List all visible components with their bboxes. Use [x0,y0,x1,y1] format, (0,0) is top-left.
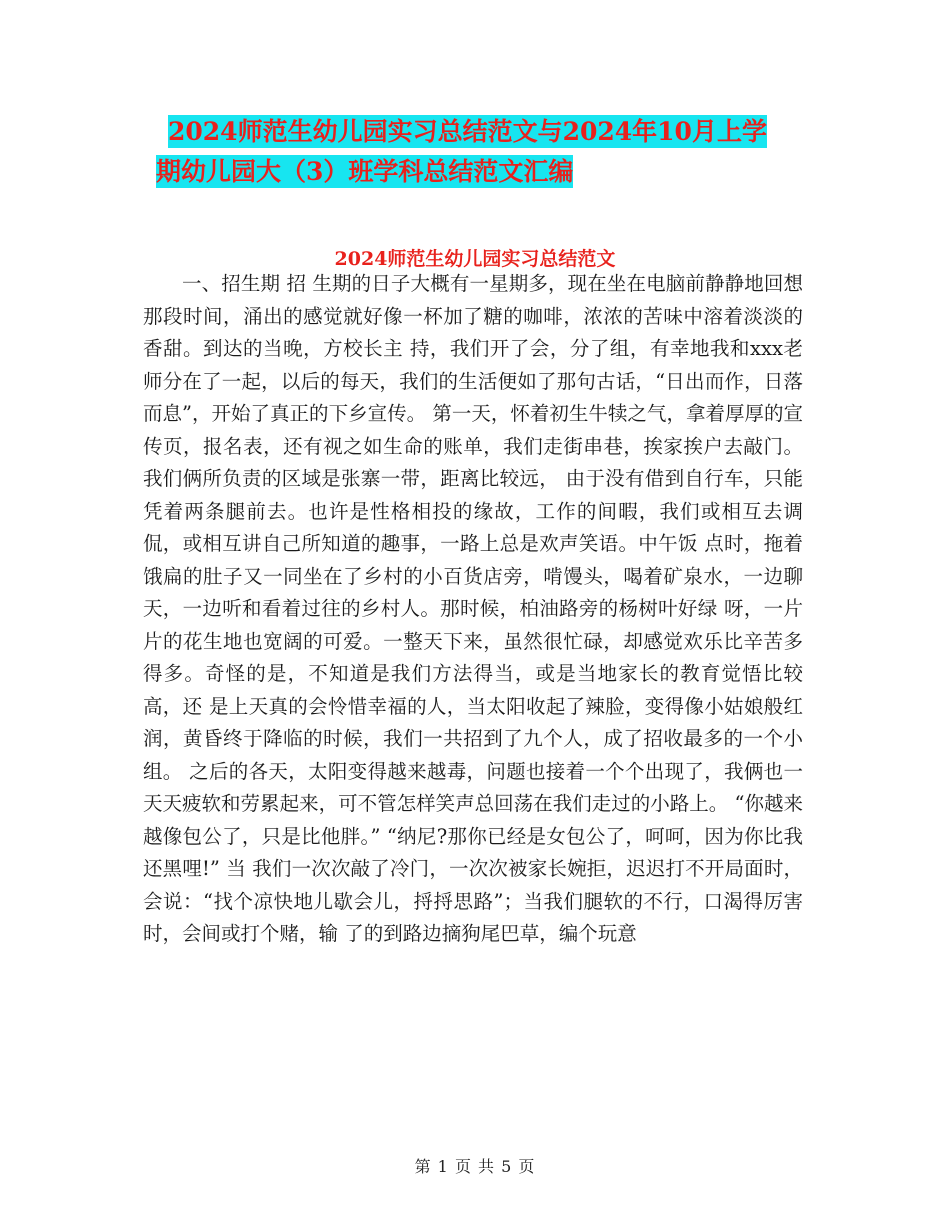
title-highlight: 2024师范生幼儿园实习总结范文与2024年10月上学 [168,117,767,146]
section-title: 2024师范生幼儿园实习总结范文 [334,248,616,270]
document-title [148,112,808,192]
page-number-footer: 第 1 页 共 5 页 [414,1157,536,1176]
document-title-line-2 [148,152,808,192]
title-highlight: 期幼儿园大（3）班学科总结范文汇编 [156,157,574,186]
body-paragraph: 一、招生期 招 生期的日子大概有一星期多，现在坐在电脑前静静地回想那段时间，涌出的感觉就好像一杯加了糖的咖啡，浓浓的苦味中溶着淡淡的香甜。到达的当晚，方校长主 持，我们开了会，分了组，有幸地我和xxx老师分在了一起，以后的每天，我们的生活便如了那句古话，“日出而作，日落而息”，开始了真正的下乡宣传。 第一天，怀着初生牛犊之气，拿着厚厚的宣传页，报名表，还有视之如生命的账单，我们走街串巷，挨家挨户去敲门。我们俩所负责的区域是张寨一带，距离比较远， 由于没有借到自行车，只能凭着两条腿前去。也许是性格相投的缘故，工作的间暇，我们或相互去调侃，或相互讲自己所知道的趣事，一路上总是欢声笑语。中午饭 点时，拖着饿扁的肚子又一同坐在了乡村的小百货店旁，啃馒头，喝着矿泉水，一边聊天，一边听和看着过往的乡村人。那时候，柏油路旁的杨树叶好绿 呀，一片片的花生地也宽阔的可爱。一整天下来，虽然很忙碌，却感觉欢乐比辛苦多得多。奇怪的是，不知道是我们方法得当，或是当地家长的教育觉悟比较高，还 是上天真的会怜惜幸福的人，当太阳收起了辣脸，变得像小姑娘般红润，黄昏终于降临的时候，我们一共招到了九个人，成了招收最多的一个小组。 之后的各天，太阳变得越来越毒，问题也接着一个个出现了，我俩也一天天疲软和劳累起来，可不管怎样笑声总回荡在我们走过的小路上。 “你越来越像包公了，只是比他胖。” “纳尼?那你已经是女包公了，呵呵，因为你比我还黑哩!” 当 我们一次次敲了冷门，一次次被家长婉拒，迟迟打不开局面时，会说：“找个凉快地儿歇会儿，捋捋思路”；当我们腿软的不行，口渴得厉害时，会间或打个赌，输 了的到路边摘狗尾巴草，编个玩意 [143,272,803,945]
document-title-line-1 [148,112,808,152]
